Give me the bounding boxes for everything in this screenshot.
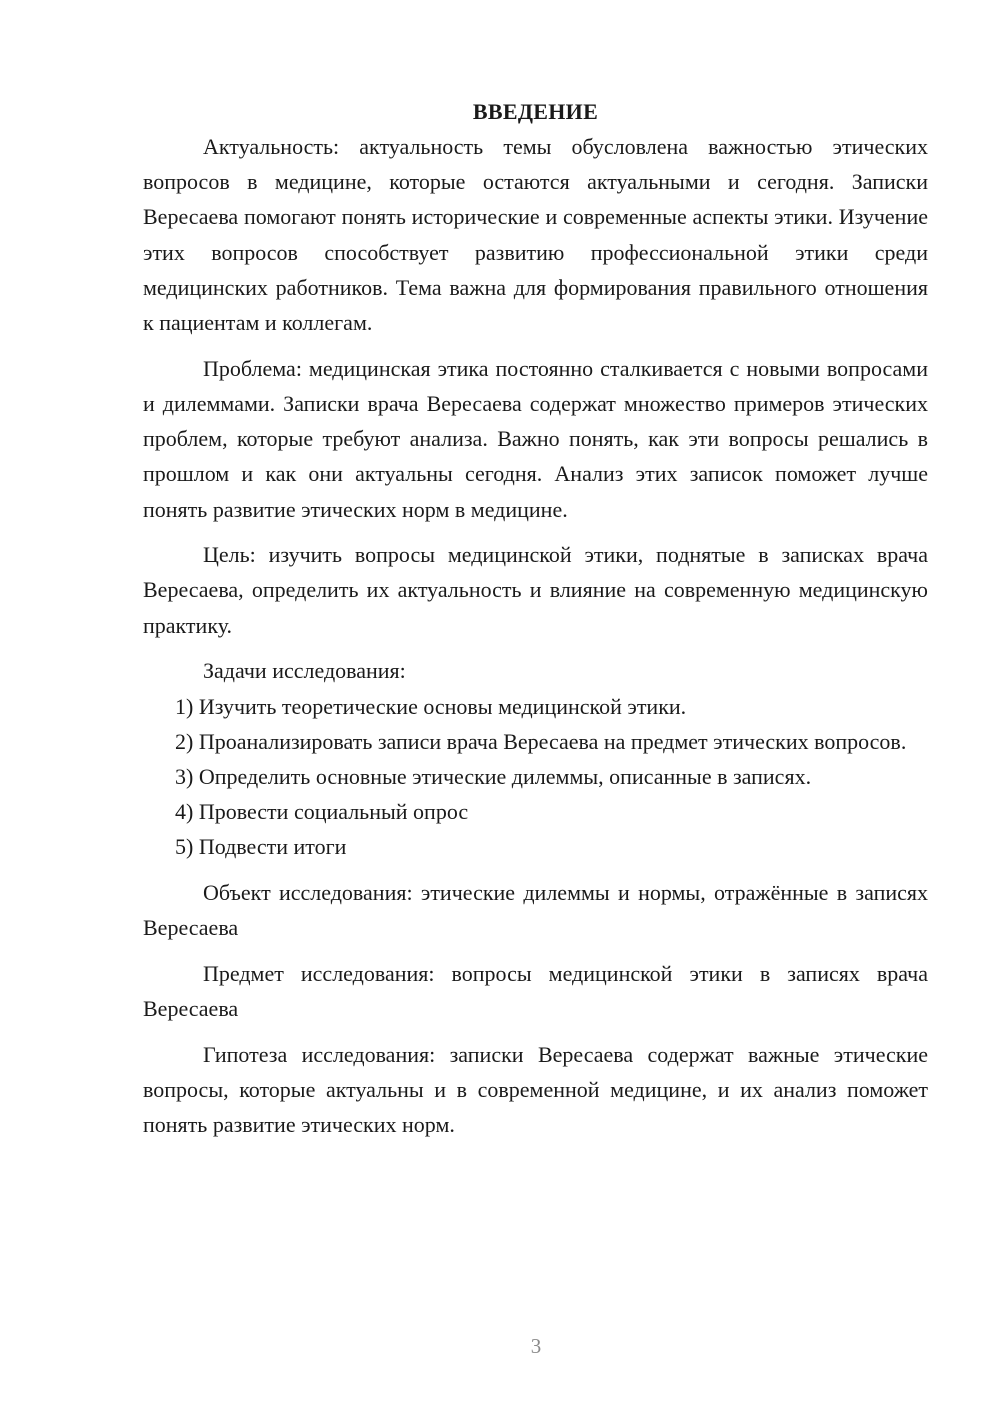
- task-item-5: 5) Подвести итоги: [175, 834, 347, 860]
- page-number: 3: [530, 1334, 542, 1358]
- task-item-2: 2) Проанализировать записи врача Вересаева на предмет этических вопросов.: [175, 728, 907, 754]
- object-paragraph: Объект исследования: этические дилеммы и нормы, отражённые в записях Вересаева: [143, 880, 928, 941]
- task-item-3: 3) Определить основные этические дилеммы, описанные в записях.: [175, 763, 812, 789]
- tasks-heading: Задачи исследования:: [203, 658, 406, 684]
- subject-paragraph: Предмет исследования: вопросы медицинской этики в записях врача Вересаева: [143, 960, 928, 1022]
- document-body: [143, 94, 928, 1142]
- problem-paragraph: Проблема: медицинская этика постоянно сталкивается с новыми вопросами и дилеммами. Записки врача Вересаева содержат множество примеров этических проблем, которые требуют анализа. Важно понять, как эти вопросы решались в прошлом и как они актуальны сегодня. Анализ этих записок поможет лучше понять развитие этических норм в медицине.: [143, 355, 928, 522]
- relevance-paragraph: Актуальность: актуальность темы обусловлена важностью этических вопросов в медицине, которые остаются актуальными и сегодня. Записки Вересаева помогают понять исторические и современные аспекты этики. Изучение этих вопросов способствует развитию профессиональной этики среди медицинских работников. Тема важна для формирования правильного отношения к пациентам и коллегам.: [143, 134, 928, 336]
- task-item-1: 1) Изучить теоретические основы медицинской этики.: [175, 693, 687, 719]
- task-item-4: 4) Провести социальный опрос: [175, 799, 469, 825]
- page-title: ВВЕДЕНИЕ: [472, 99, 599, 124]
- goal-paragraph: Цель: изучить вопросы медицинской этики, поднятые в записках врача Вересаева, определить их актуальность и влияние на современную медицинскую практику.: [143, 542, 928, 638]
- hypothesis-paragraph: Гипотеза исследования: записки Вересаева содержат важные этические вопросы, которые актуальны и в современной медицине, и их анализ поможет понять развитие этических норм.: [143, 1041, 928, 1138]
